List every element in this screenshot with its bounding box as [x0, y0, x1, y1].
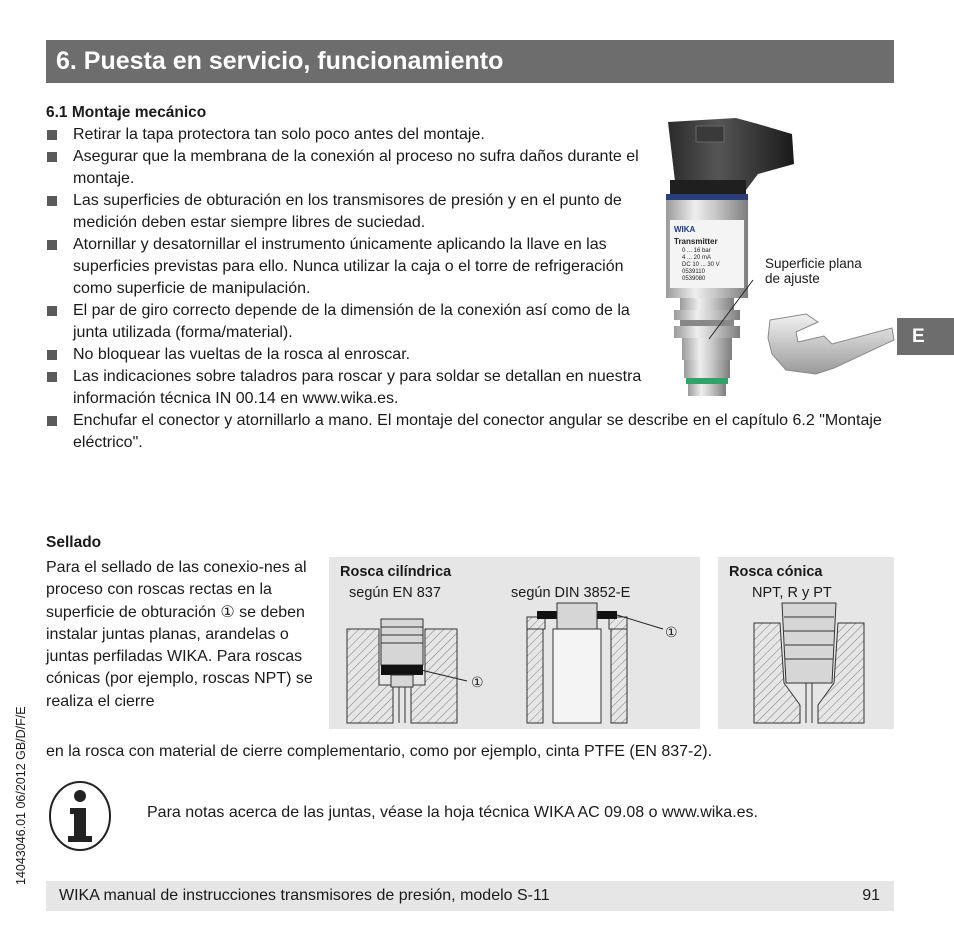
list-item: Asegurar que la membrana de la conexión al proceso no sufra daños durante el montaje.	[46, 146, 663, 190]
bullet-square-icon	[47, 240, 57, 250]
rib-gap	[680, 320, 734, 326]
conical-fitting	[782, 603, 836, 683]
bullet-square-icon	[47, 152, 57, 162]
bullet-square-icon	[47, 196, 57, 206]
thread	[682, 338, 732, 360]
standard-din3852: según DIN 3852-E	[511, 585, 631, 601]
list-item: Enchufar el conector y atornillarlo a mano. El montaje del conector angular se describe en el capítulo 6.2 "Montaje eléctrico".	[46, 410, 893, 454]
photo-caption: Superficie plana de ajuste	[765, 256, 862, 286]
fitting-nose	[391, 675, 413, 687]
page-number: 91	[862, 887, 880, 904]
conical-title: Rosca cónica	[729, 564, 823, 580]
list-item: Las superficies de obturación en los transmisores de presión y en el punto de medición deben estar siempre libres de suciedad.	[46, 190, 663, 234]
cylindrical-title: Rosca cilíndrica	[340, 564, 452, 580]
bullet-square-icon	[47, 130, 57, 140]
list-item: El par de giro correcto depende de la dimensión de la conexión así como de la junta utilizada (forma/material).	[46, 300, 663, 344]
wrench-icon	[768, 314, 894, 374]
list-item: Atornillar y desatornillar el instrumento únicamente aplicando la llave en las superficies previstas para ello. Nunca utilizar la caja o el torre de refrigeración como superficie de manipulación.	[46, 234, 663, 300]
footer-title: WIKA manual de instrucciones transmisores de presión, modelo S-11	[59, 887, 550, 904]
housing-right-din	[611, 629, 627, 723]
process-connection	[688, 384, 726, 396]
connector-base	[670, 180, 746, 194]
list-item: Las indicaciones sobre taladros para roscar y para soldar se detallan en nuestra información técnica IN 00.14 en www.wika.es.	[46, 366, 663, 410]
housing-left-din	[527, 629, 543, 723]
label-line: 4 ... 20 mA	[682, 255, 712, 261]
label-line: 0539080	[682, 276, 706, 282]
hex-nut	[674, 326, 740, 338]
conical-thread-drawing	[718, 557, 894, 729]
label-brand: WIKA	[674, 225, 696, 234]
list-item: Retirar la tapa protectora tan solo poco antes del montaje.	[46, 124, 663, 146]
bore-din	[553, 629, 601, 723]
thread-lower	[684, 360, 730, 378]
marker-1: ①	[471, 675, 484, 691]
subsection-heading-sealing: Sellado	[46, 534, 102, 551]
connector-plate	[696, 126, 724, 142]
seal-ring	[381, 665, 423, 675]
bullet-square-icon	[47, 306, 57, 316]
bullet-square-icon	[47, 372, 57, 382]
green-o-ring	[686, 378, 728, 384]
standard-en837: según EN 837	[349, 585, 441, 601]
sealing-paragraph: Para el sellado de las conexio-nes al proceso con roscas rectas en la superficie de obturación ① se deben instalar juntas planas, arandelas o juntas perfiladas WIKA. Para roscas cónicas (por ejemplo, roscas NPT) se realiza el cierre	[46, 559, 313, 710]
bullet-square-icon	[47, 350, 57, 360]
page-footer	[46, 881, 894, 911]
label-line: DC 10 ... 30 V	[682, 262, 720, 268]
section-title: 6. Puesta en servicio, funcionamiento	[46, 40, 894, 83]
language-tab: E	[897, 318, 954, 355]
fitting-body	[381, 619, 423, 665]
document-code: 14043046.01 06/2012 GB/D/F/E	[14, 706, 28, 885]
list-item: No bloquear las vueltas de la rosca al enroscar.	[46, 344, 663, 366]
standard-npt: NPT, R y PT	[752, 585, 832, 601]
label-line: Transmitter	[674, 237, 718, 246]
label-line: 0539110	[682, 269, 705, 275]
bullet-square-icon	[47, 416, 57, 426]
neck	[680, 298, 734, 310]
info-note: Para notas acerca de las juntas, véase la hoja técnica WIKA AC 09.08 o www.wika.es.	[147, 804, 758, 821]
cylindrical-thread-drawing	[329, 557, 700, 729]
label-line: 0 ... 16 bar	[682, 248, 711, 254]
fitting-body-din	[557, 603, 597, 629]
subsection-heading-mounting: 6.1 Montaje mecánico	[46, 104, 207, 121]
marker-1: ①	[665, 625, 678, 641]
connector-housing	[668, 118, 794, 190]
blue-seal-ring	[666, 194, 748, 200]
sealing-paragraph-end: en la rosca con material de cierre complementario, como por ejemplo, cinta PTFE (EN 837-2).	[46, 743, 713, 760]
info-icon	[48, 780, 112, 852]
pressure-transmitter-photo	[646, 108, 896, 400]
